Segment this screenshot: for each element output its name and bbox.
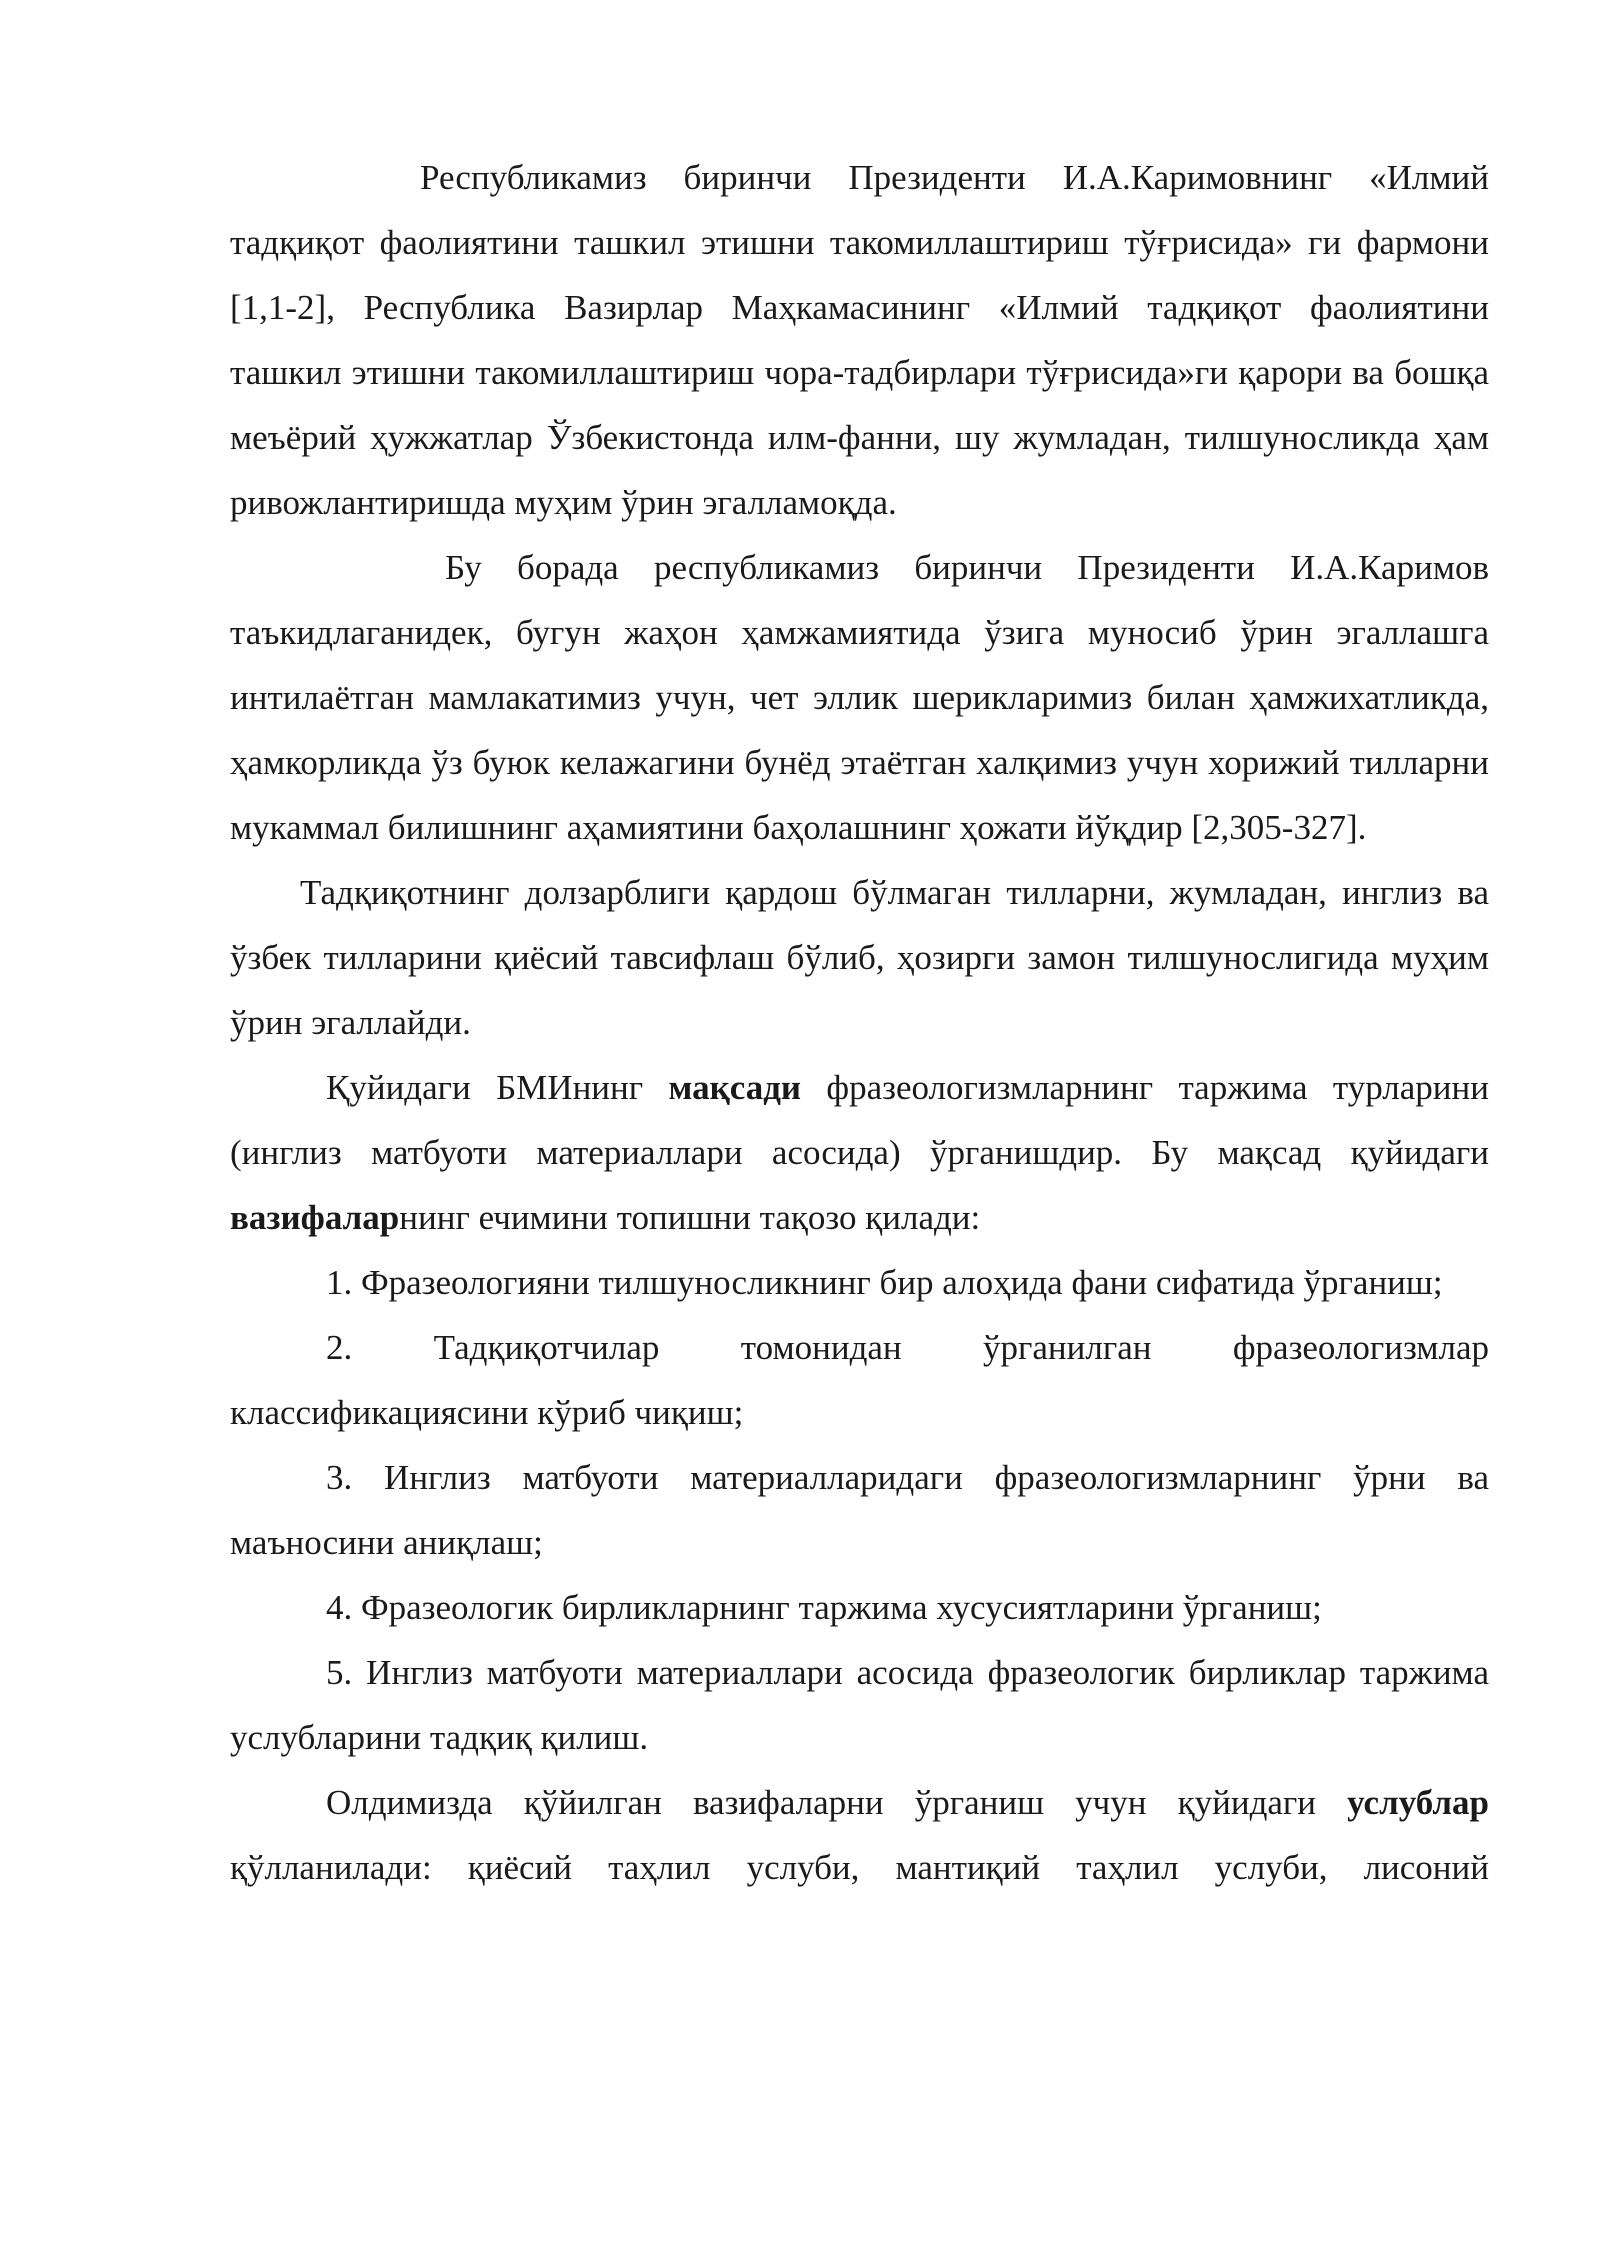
goal-text-1: Қуйидаги БМИнинг xyxy=(326,1068,669,1107)
task-item-4: 4. Фразеологик бирликларнинг таржима хусусиятларини ўрганиш; xyxy=(326,1588,1322,1627)
paragraph-goal xyxy=(230,1055,1489,1250)
paragraph-relevance: Тадқиқотнинг долзарблиги қардош бўлмаган тилларни, жумладан, инглиз ва ўзбек тилларини қиёсий тавсифлаш бўлиб, ҳозирги замон тилшунослигида муҳим ўрин эгаллайди. xyxy=(230,873,1489,1042)
tasks-bold-term: вазифалар xyxy=(230,1198,400,1237)
task-item-5: 5. Инглиз матбуоти материаллари асосида фразеологик бирликлар таржима услубларини тадқиқ қилиш. xyxy=(230,1653,1489,1757)
methods-text-2: қўлланилади: қиёсий таҳлил услуби, мантиқий таҳлил услуби, лисоний xyxy=(230,1848,1489,1887)
goal-bold-term: мақсади xyxy=(668,1068,802,1107)
paragraph-methods xyxy=(230,1770,1489,1900)
methods-bold-term: услублар xyxy=(1347,1783,1489,1822)
task-item-3: 3. Инглиз матбуоти материалларидаги фразеологизмларнинг ўрни ва маъносини аниқлаш; xyxy=(230,1458,1489,1562)
task-item-2: 2. Тадқиқотчилар томонидан ўрганилган фразеологизмлар классификациясини кўриб чиқиш; xyxy=(230,1328,1489,1432)
goal-text-3: нинг ечимини топишни тақозо қилади: xyxy=(399,1198,981,1237)
methods-text-1: Олдимизда қўйилган вазифаларни ўрганиш учун қуйидаги xyxy=(326,1783,1348,1822)
task-item-1: 1. Фразеологияни тилшуносликнинг бир алоҳида фани сифатида ўрганиш; xyxy=(326,1263,1443,1302)
paragraph-presidential-decree: Республикамиз биринчи Президенти И.А.Каримовнинг «Илмий тадқиқот фаолиятини ташкил этишни такомиллаштириш тўғрисида» ги фармони [1,1-2], Республика Вазирлар Маҳкамасининг «Илмий тадқиқот фаолиятини ташкил этишни такомиллаштириш чора-тадбирлари тўғрисида»ги қарори ва бошқа меъёрий ҳужжатлар Ўзбекистонда илм-фанни, шу жумладан, тилшуносликда ҳам ривожлантиришда муҳим ўрин эгалламоқда. xyxy=(230,158,1489,522)
paragraph-karimov-quote: Бу борада республикамиз биринчи Президенти И.А.Каримов таъкидлаганидек, бугун жаҳон ҳамжамиятида ўзига муносиб ўрин эгаллашга интилаётган мамлакатимиз учун, чет эллик шерикларимиз билан ҳамжихатликда, ҳамкорликда ўз буюк келажагини бунёд этаётган халқимиз учун хорижий тилларни мукаммал билишнинг аҳамиятини баҳолашнинг ҳожати йўқдир [2,305-327]. xyxy=(230,548,1489,847)
goal-text-2: фразеологизмларнинг таржима турларини (инглиз матбуоти материаллари асосида) ўрганишдир. Бу мақсад қуйидаги xyxy=(230,1068,1489,1172)
document-page xyxy=(230,145,1489,1900)
